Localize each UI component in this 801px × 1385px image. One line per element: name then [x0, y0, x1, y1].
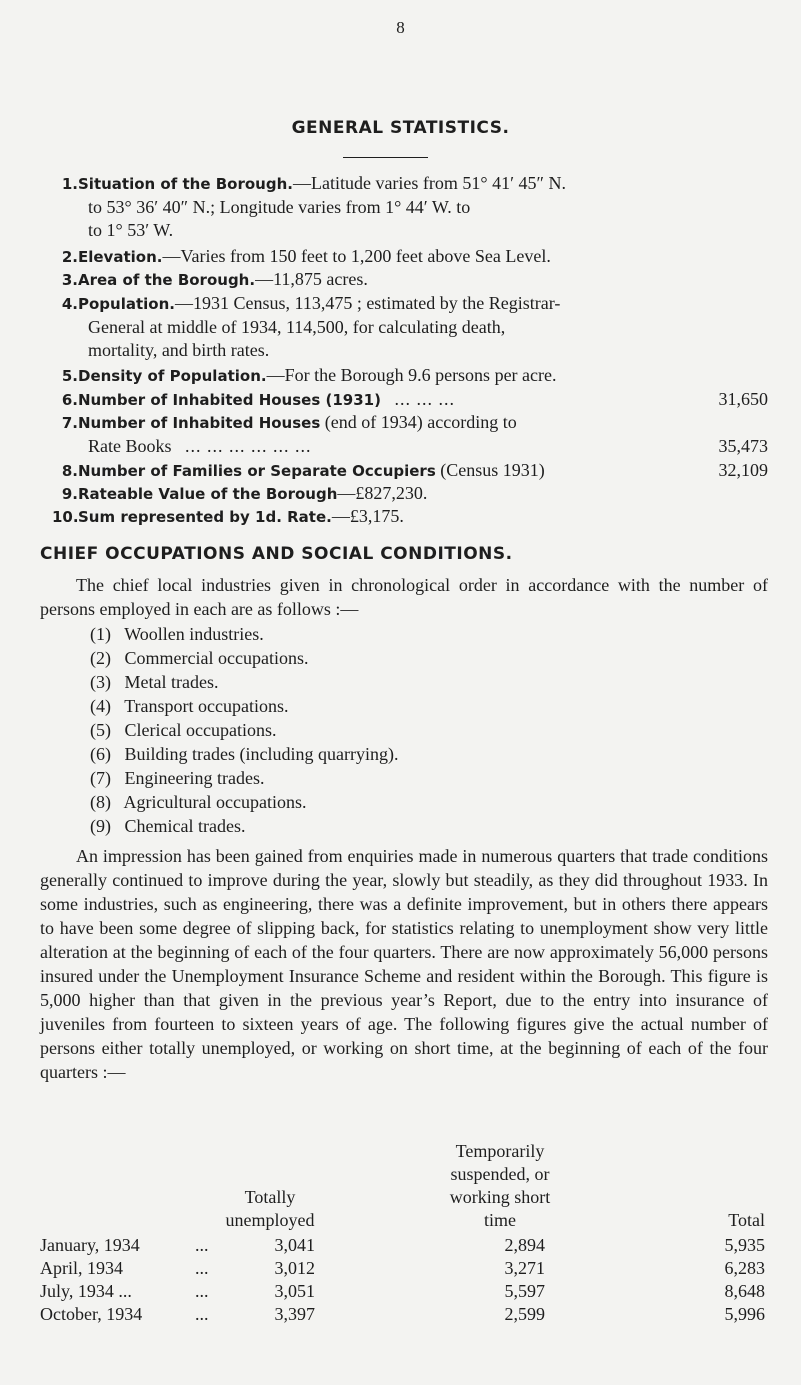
stat-key: Number of Inhabited Houses (1931)	[78, 391, 381, 409]
title-rule	[343, 157, 428, 158]
stat-value: 35,473	[718, 436, 768, 456]
column-header-temporarily: Temporarily suspended, or working short time	[449, 1141, 551, 1230]
list-item	[90, 670, 398, 694]
item-number: (7)	[90, 768, 111, 788]
stat-number: 8.	[61, 462, 78, 480]
row-label: April, 1934	[40, 1258, 123, 1278]
cell-total: 5,996	[724, 1304, 765, 1324]
leader-dots: ...	[195, 1235, 209, 1255]
stat-text: —£827,230.	[337, 483, 428, 503]
stat-text: —Latitude varies from 51° 41′ 45″ N.	[292, 173, 567, 193]
occupation-list	[90, 622, 398, 838]
table-row	[40, 1303, 770, 1326]
stat-key: Number of Inhabited Houses	[78, 414, 321, 432]
list-item	[90, 742, 398, 766]
stat-number: 7.	[61, 414, 78, 432]
intro-paragraph	[40, 573, 768, 621]
cell-totally: 3,012	[274, 1258, 315, 1278]
cell-temporarily: 2,894	[504, 1235, 545, 1255]
leader-dots: ... ... ...	[394, 389, 455, 409]
cell-temporarily: 3,271	[504, 1258, 545, 1278]
stat-text: (end of 1934) according to	[324, 412, 517, 432]
stat-key: Rateable Value of the Borough	[78, 485, 338, 503]
item-label: Building trades (including quarrying).	[124, 744, 399, 764]
body-paragraph	[40, 844, 768, 1084]
item-label: Agricultural occupations.	[123, 792, 307, 812]
stat-value: 32,109	[718, 460, 768, 480]
item-number: (8)	[90, 792, 111, 812]
leader-dots: ... ... ... ... ... ...	[185, 436, 312, 456]
stat-text: —£3,175.	[331, 506, 404, 526]
stat-item	[52, 388, 768, 412]
item-label: Transport occupations.	[124, 696, 289, 716]
stat-key: Sum represented by 1d. Rate.	[78, 508, 332, 526]
stat-text: Rate Books	[88, 436, 172, 456]
page-number: 8	[396, 18, 405, 37]
stat-key: Number of Families or Separate Occupiers	[78, 462, 436, 480]
stat-number: 4.	[61, 295, 78, 313]
stat-number: 10.	[52, 508, 79, 526]
item-number: (3)	[90, 672, 111, 692]
stat-text: mortality, and birth rates.	[88, 340, 270, 360]
cell-total: 8,648	[724, 1281, 765, 1301]
cell-totally: 3,397	[274, 1304, 315, 1324]
stat-item	[52, 245, 768, 269]
stat-item	[52, 172, 768, 242]
list-item	[90, 790, 398, 814]
list-item	[90, 694, 398, 718]
item-number: (9)	[90, 816, 111, 836]
stat-text: —Varies from 150 feet to 1,200 feet above Sea Level.	[162, 246, 551, 266]
row-label: October, 1934	[40, 1304, 143, 1324]
stat-item	[52, 268, 768, 292]
cell-totally: 3,051	[274, 1281, 315, 1301]
cell-total: 5,935	[724, 1235, 765, 1255]
stat-item	[52, 411, 768, 458]
table-row	[40, 1257, 770, 1280]
item-number: (2)	[90, 648, 111, 668]
stat-key: Population.	[78, 295, 175, 313]
cell-totally: 3,041	[274, 1235, 315, 1255]
column-header-total: Total	[728, 1210, 765, 1230]
row-label: July, 1934 ...	[40, 1281, 132, 1301]
item-number: (4)	[90, 696, 111, 716]
row-label: January, 1934	[40, 1235, 140, 1255]
list-item	[90, 766, 398, 790]
stat-item	[52, 505, 768, 529]
stat-number: 3.	[61, 271, 78, 289]
stat-item	[52, 292, 768, 362]
table-row	[40, 1234, 770, 1257]
item-label: Metal trades.	[124, 672, 219, 692]
cell-temporarily: 2,599	[504, 1304, 545, 1324]
stat-number: 5.	[61, 367, 78, 385]
list-item	[90, 718, 398, 742]
item-label: Commercial occupations.	[124, 648, 309, 668]
stat-text: —For the Borough 9.6 persons per acre.	[266, 365, 557, 385]
item-number: (1)	[90, 624, 111, 644]
stat-text: (Census 1931)	[440, 460, 545, 480]
section-heading: CHIEF OCCUPATIONS AND SOCIAL CONDITIONS.	[40, 544, 513, 564]
stat-key: Area of the Borough.	[78, 271, 256, 289]
stat-text: —11,875 acres.	[255, 269, 368, 289]
stat-text: —1931 Census, 113,475 ; estimated by the Registrar-	[174, 293, 561, 313]
stat-value: 31,650	[718, 389, 768, 409]
stat-text: to 1° 53′ W.	[88, 220, 174, 240]
table-row	[40, 1280, 770, 1303]
leader-dots: ...	[195, 1281, 209, 1301]
leader-dots: ...	[195, 1258, 209, 1278]
stat-item	[52, 459, 768, 483]
item-label: Clerical occupations.	[124, 720, 277, 740]
list-item	[90, 622, 398, 646]
list-item	[90, 646, 398, 670]
stat-key: Elevation.	[78, 248, 163, 266]
cell-total: 6,283	[724, 1258, 765, 1278]
stat-key: Situation of the Borough.	[78, 175, 293, 193]
item-label: Chemical trades.	[124, 816, 246, 836]
stat-number: 1.	[61, 175, 78, 193]
leader-dots: ...	[195, 1304, 209, 1324]
page-title: GENERAL STATISTICS.	[291, 118, 510, 138]
item-label: Woollen industries.	[124, 624, 264, 644]
stat-text: to 53° 36′ 40″ N.; Longitude varies from 1° 44′ W. to	[88, 197, 471, 217]
stat-number: 2.	[61, 248, 78, 266]
stat-item	[52, 364, 768, 388]
item-label: Engineering trades.	[124, 768, 265, 788]
item-number: (6)	[90, 744, 111, 764]
stat-number: 6.	[61, 391, 78, 409]
stat-number: 9.	[61, 485, 78, 503]
stat-text: General at middle of 1934, 114,500, for calculating death,	[88, 317, 506, 337]
item-number: (5)	[90, 720, 111, 740]
intro-text: The chief local industries given in chronological order in accordance with the number of persons employed in each are as follows :—	[40, 575, 768, 619]
cell-temporarily: 5,597	[504, 1281, 545, 1301]
list-item	[90, 814, 398, 838]
column-header-totally: Totally unemployed	[225, 1187, 315, 1230]
stat-key: Density of Population.	[78, 367, 267, 385]
stat-item	[52, 482, 768, 506]
body-text: An impression has been gained from enquiries made in numerous quarters that trade conditions generally continued to improve during the year, slowly but steadily, as they did throughout 1933. In some industries, such as engineering, there was a definite improvement, but in others there appears to have been some degree of slipping back, for statistics relating to unemployment show very little alteration at the beginning of each of the four quarters. There are now approximately 56,000 persons insured under the Unemployment Insurance Scheme and resident within the Borough. This figure is 5,000 higher than that given in the previous year’s Report, due to the entry into insurance of juveniles from fourteen to sixteen years of age. The following figures give the actual number of persons either totally unemployed, or working on short time, at the beginning of each of the four quarters :—	[40, 846, 768, 1082]
